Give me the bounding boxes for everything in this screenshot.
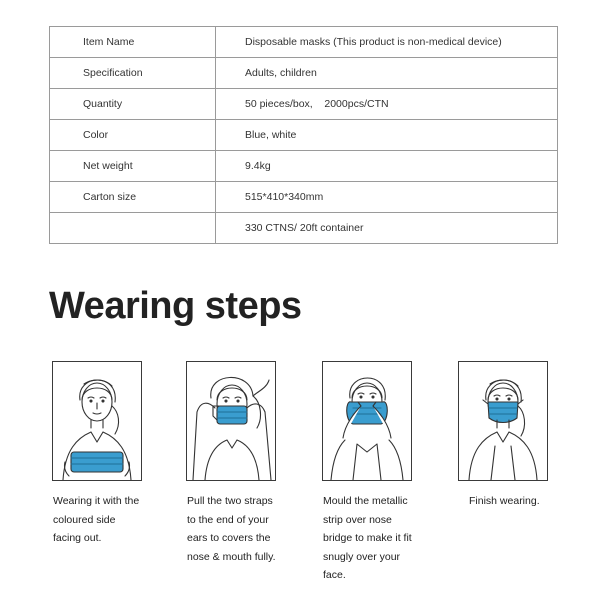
row-label-item-name: Item Name xyxy=(50,27,216,58)
row-value-color: Blue, white xyxy=(216,120,558,151)
table-row xyxy=(50,213,558,244)
step-4-illustration xyxy=(458,361,548,481)
person-holding-mask-icon xyxy=(53,362,141,480)
step-2-caption: Pull the two straps to the end of your ears to covers the nose & mouth fully. xyxy=(187,495,276,563)
step-4-caption: Finish wearing. xyxy=(469,495,540,507)
step-1-caption: Wearing it with the coloured side facing out. xyxy=(53,495,140,544)
person-wearing-mask-icon xyxy=(459,362,547,480)
row-label-color: Color xyxy=(50,120,216,151)
table-row xyxy=(50,89,558,120)
wearing-steps-title: Wearing steps xyxy=(49,285,302,327)
row-label-net-weight: Net weight xyxy=(50,151,216,182)
person-pulling-straps-icon xyxy=(187,362,275,480)
row-label-quantity: Quantity xyxy=(50,89,216,120)
step-3-caption: Mould the metallic strip over nose bridge to make it fit snugly over your face. xyxy=(323,495,412,581)
table-row xyxy=(50,58,558,89)
step-2-illustration xyxy=(186,361,276,481)
row-value-net-weight: 9.4kg xyxy=(216,151,558,182)
table-row xyxy=(50,120,558,151)
table-row xyxy=(50,27,558,58)
table-row xyxy=(50,151,558,182)
row-value-specification: Adults, children xyxy=(216,58,558,89)
step-3-illustration xyxy=(322,361,412,481)
row-value-carton-size: 515*410*340mm xyxy=(216,182,558,213)
row-value-quantity: 50 pieces/box, 2000pcs/CTN xyxy=(216,89,558,120)
person-moulding-nose-strip-icon xyxy=(323,362,411,480)
table-row xyxy=(50,182,558,213)
row-label-specification: Specification xyxy=(50,58,216,89)
row-value-item-name: Disposable masks (This product is non-medical device) xyxy=(216,27,558,58)
row-label-container xyxy=(50,213,216,244)
row-value-container: 330 CTNS/ 20ft container xyxy=(216,213,558,244)
row-label-carton-size: Carton size xyxy=(50,182,216,213)
step-1-illustration xyxy=(52,361,142,481)
spec-table xyxy=(49,26,558,244)
